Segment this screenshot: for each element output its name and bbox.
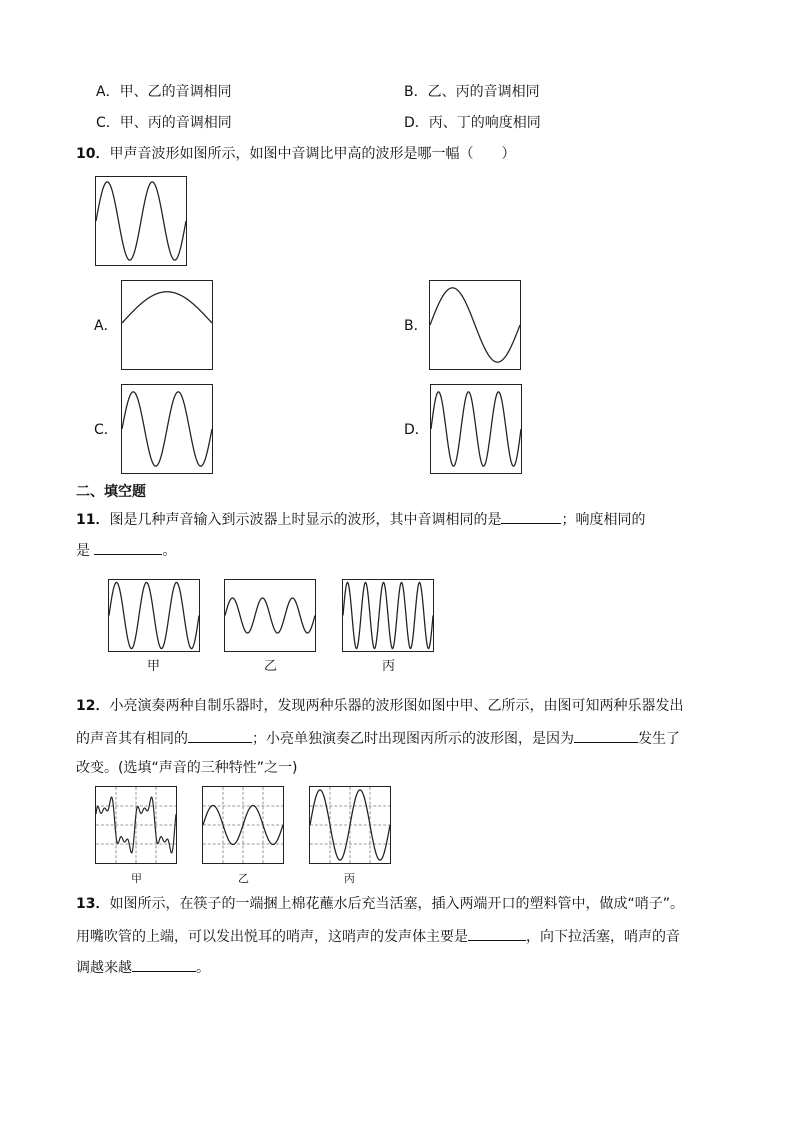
q10-number: 10． [76,146,110,162]
q12-blank-changed[interactable] [574,727,638,743]
q12-line2c: 发生了 [638,731,680,747]
q11-waveform-bing [342,579,434,652]
q11-question-line1 [76,508,645,530]
q11-text1: 图是几种声音输入到示波器上时显示的波形，其中音调相同的是 [109,512,502,528]
q11-text3: 是 [76,543,95,559]
q9-option-c: C．甲、丙的音调相同 [96,115,232,131]
wave-svg [431,385,521,473]
q12-question-line1 [76,696,683,716]
q13-number: 13． [76,896,110,912]
q12-question-line2 [76,727,680,749]
q10-waveform-b [429,280,521,370]
q11-waveform-jia [108,579,200,652]
q11-caption-yi: 乙 [264,659,278,674]
wave-svg [203,787,283,863]
q10-label-d: D． [404,422,429,438]
wave-svg [122,281,212,369]
q11-blank-loudness[interactable] [94,539,162,555]
q12-caption-bing: 丙 [344,872,355,885]
q10-question [76,144,515,164]
q10-text: 甲声音波形如图所示，如图中音调比甲高的波形是哪一幅（ ） [109,146,516,162]
q13-line3a: 调越来越 [76,960,132,976]
q13-question-line3 [76,956,210,978]
q13-line3b: 。 [196,960,210,976]
q9-option-a: A．甲、乙的音调相同 [96,84,232,100]
q11-caption-bing: 丙 [382,659,396,674]
q9-option-d: D．丙、丁的响度相同 [404,115,541,131]
wave-svg [310,787,390,863]
q11-blank-pitch[interactable] [501,508,561,524]
wave-svg [343,580,433,651]
wave-svg [430,281,520,369]
q12-number: 12． [76,698,110,714]
q13-question-line1 [76,894,684,914]
q12-caption-yi: 乙 [238,872,249,885]
q12-question-line3: 改变。(选填“声音的三种特性”之一) [76,760,298,776]
q10-label-c: C． [94,422,118,438]
q12-line1: 小亮演奏两种自制乐器时，发现两种乐器的波形图如图中甲、乙所示，由图可知两种乐器发出 [109,698,684,714]
q11-text2: ；响度相同的 [561,512,646,528]
section-title-fill-blank: 二、填空题 [76,484,146,500]
q13-line2a: 用嘴吹管的上端，可以发出悦耳的哨声，这哨声的发声体主要是 [76,929,468,945]
q10-reference-waveform [95,176,187,266]
wave-svg [122,385,212,473]
q10-label-a: A． [94,318,118,334]
q13-blank-source[interactable] [468,925,526,941]
wave-svg [96,177,186,265]
q10-label-b: B． [404,318,428,334]
q12-waveform-bing [309,786,391,864]
q12-waveform-jia [95,786,177,864]
q11-caption-jia: 甲 [147,659,161,674]
q11-number: 11． [76,512,110,528]
wave-svg [225,580,315,651]
q13-line1: 如图所示，在筷子的一端捆上棉花蘸水后充当活塞，插入两端开口的塑料管中，做成“哨子”。 [109,896,684,912]
q10-waveform-a [121,280,213,370]
q12-caption-jia: 甲 [131,872,142,885]
q12-blank-characteristic[interactable] [188,727,252,743]
q11-text4: 。 [162,543,177,559]
q10-waveform-d [430,384,522,474]
q12-line2b: ；小亮单独演奏乙时出现图丙所示的波形图，是因为 [252,731,574,747]
q12-waveform-yi [202,786,284,864]
q11-question-line2 [76,539,176,561]
q11-waveform-yi [224,579,316,652]
q10-waveform-c [121,384,213,474]
q9-option-b: B．乙、丙的音调相同 [404,84,540,100]
wave-svg-complex [96,787,176,863]
q13-line2b: ，向下拉活塞，哨声的音 [526,929,680,945]
q13-question-line2 [76,925,680,947]
q12-line2a: 的声音其有相同的 [76,731,188,747]
wave-svg [109,580,199,651]
q13-blank-pitch-trend[interactable] [132,956,196,972]
